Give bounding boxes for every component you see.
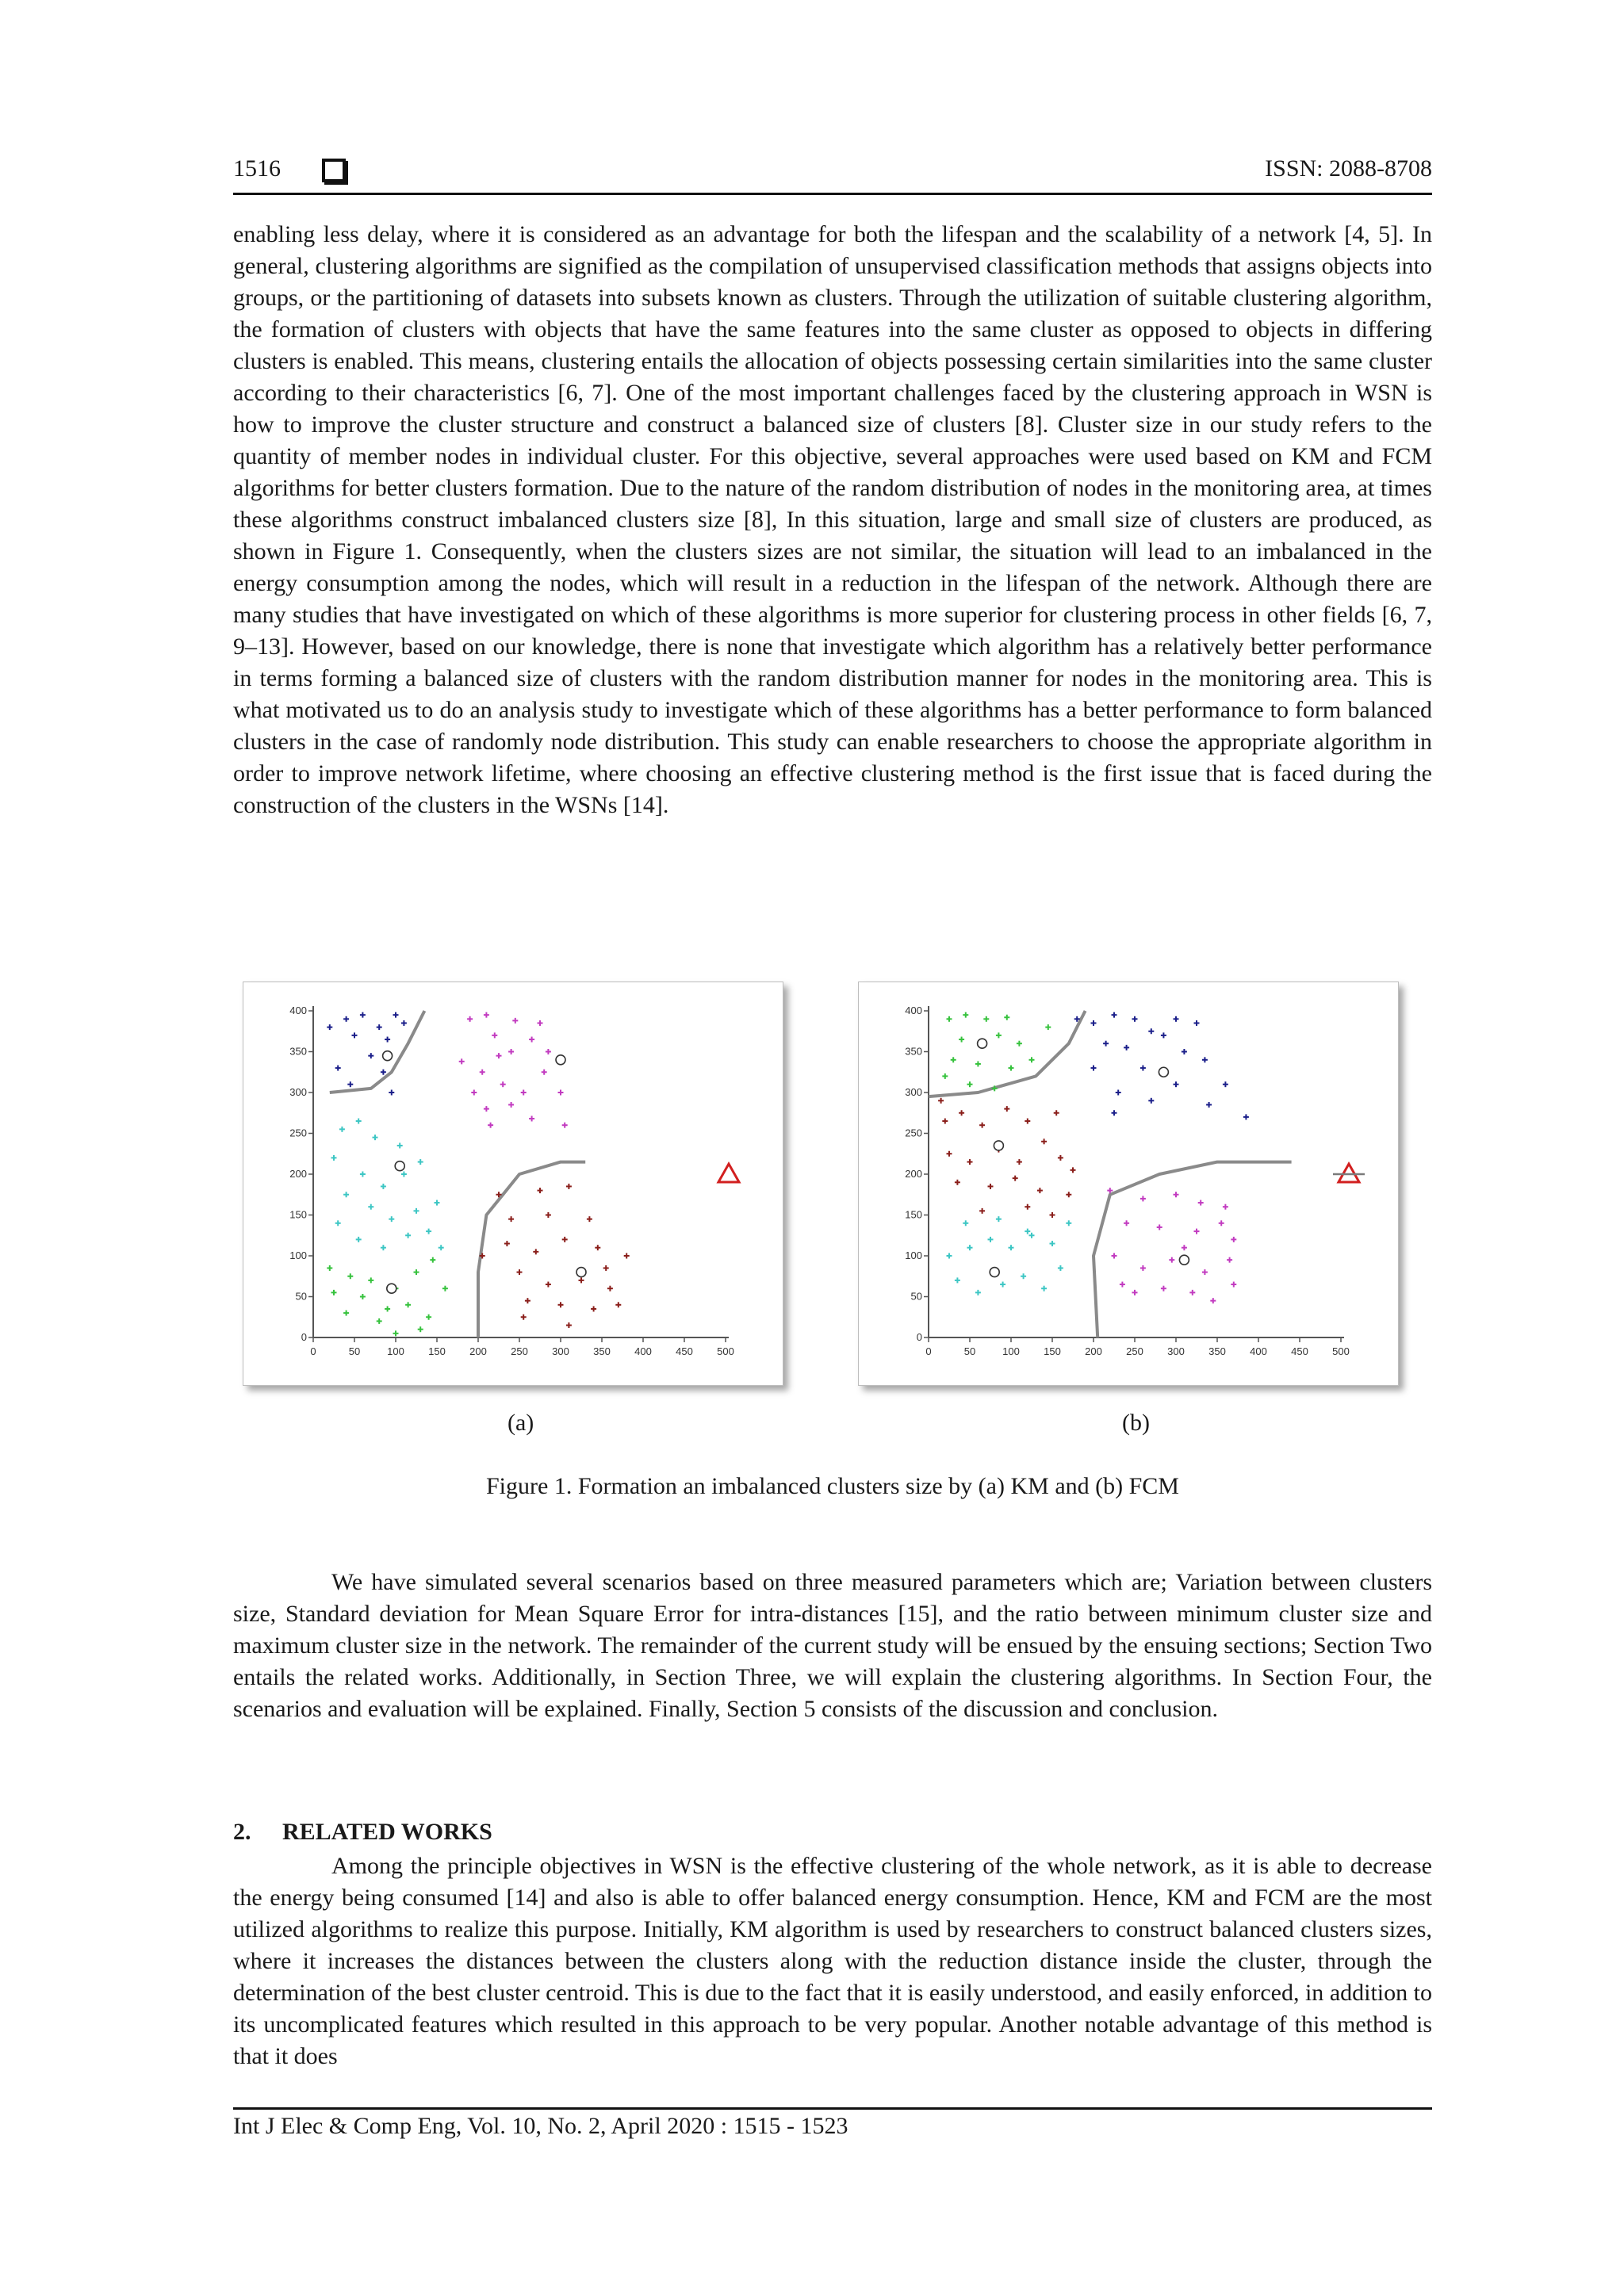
sensor-node-point (504, 1241, 510, 1246)
x-tick-label: 400 (1250, 1345, 1267, 1357)
footer-citation: Int J Elec & Comp Eng, Vol. 10, No. 2, April 2020 : 1515 - 1523 (233, 2113, 848, 2139)
sensor-node-point (529, 1115, 534, 1121)
sensor-node-point (1009, 1245, 1014, 1250)
sensor-node-point (1174, 1081, 1179, 1087)
sensor-node-point (459, 1058, 465, 1064)
sensor-node-point (335, 1220, 341, 1226)
sensor-node-point (1009, 1066, 1014, 1071)
x-tick-label: 450 (1291, 1345, 1308, 1357)
sensor-node-point (521, 1314, 527, 1320)
sensor-node-point (1112, 1110, 1117, 1115)
sensor-node-point (1231, 1282, 1236, 1288)
sensor-node-point (397, 1142, 403, 1148)
sensor-node-point (996, 1216, 1002, 1222)
header-rule (233, 193, 1432, 195)
sensor-node-point (1091, 1066, 1097, 1071)
sensor-node-point (983, 1016, 989, 1022)
sensor-node-point (331, 1290, 337, 1295)
sensor-node-point (1223, 1081, 1228, 1087)
y-tick-label: 50 (295, 1290, 307, 1303)
sensor-node-point (562, 1237, 568, 1242)
checkbox-bullet-icon (322, 159, 346, 182)
y-tick-label: 300 (289, 1086, 307, 1098)
sensor-node-point (1132, 1290, 1138, 1295)
sensor-node-point (368, 1277, 373, 1283)
sensor-node-point (339, 1127, 345, 1132)
sensor-node-point (1120, 1282, 1125, 1288)
sensor-node-point (951, 1057, 956, 1062)
sensor-node-point (356, 1237, 362, 1242)
sensor-node-point (615, 1302, 621, 1307)
y-tick-label: 200 (289, 1168, 307, 1180)
x-tick-label: 150 (1044, 1345, 1061, 1357)
cluster-boundary (1094, 1162, 1292, 1337)
sensor-node-point (1004, 1015, 1009, 1020)
sensor-node-point (1017, 1041, 1022, 1047)
footer-rule (233, 2107, 1432, 2110)
sensor-node-point (1194, 1020, 1200, 1026)
issn-label: ISSN: 2088-8708 (1265, 155, 1432, 182)
sensor-node-point (1054, 1110, 1059, 1115)
y-tick-label: 400 (905, 1004, 922, 1016)
x-tick-label: 350 (593, 1345, 611, 1357)
y-tick-label: 150 (289, 1208, 307, 1221)
sensor-node-point (467, 1016, 473, 1022)
cluster-centroid-marker (978, 1039, 987, 1048)
x-tick-label: 500 (1332, 1345, 1350, 1357)
sensor-node-point (942, 1119, 948, 1124)
sensor-node-point (1116, 1090, 1121, 1096)
sensor-node-point (471, 1090, 477, 1096)
sensor-node-point (1198, 1200, 1204, 1206)
sensor-node-point (1148, 1098, 1154, 1104)
figure-sublabel-b: (b) (1122, 1410, 1150, 1436)
sensor-node-point (368, 1204, 373, 1210)
body-paragraph-1: enabling less delay, where it is considered as an advantage for both the lifespan and the scalability of a network [4, 5]. In general, clustering algorithms are signified as the compilation of unsupervised classification methods that assigns objects into groups, or the partitioning of datasets into subsets known as clusters. Through the utilization of suitable clustering algorithm, the formation of clusters with objects that have the same features into the same cluster as opposed to objects in differing clusters is enabled. This means, clustering entails the allocation of objects possessing certain similarities into the same cluster according to their characteristics [6, 7]. One of the most important challenges faced by the clustering approach in WSN is how to improve the cluster structure and construct a balanced size of clusters [8]. Cluster size in our study refers to the quantity of member nodes in individual cluster. For this objective, several approaches were used based on KM and FCM algorithms for better clusters formation. Due to the nature of the random distribution of nodes in the monitoring area, at times these algorithms construct imbalanced clusters size [8], In this situation, large and small size of clusters are produced, as shown in Figure 1. Consequently, when the clusters sizes are not similar, the situation will lead to an imbalanced in the energy consumption among the nodes, which will result in a reduction in the lifespan of the network. Although there are many studies that have investigated on which of these algorithms is more superior for clustering process in other fields [6, 7, 9–13]. However, based on our knowledge, there is none that investigate which algorithm has a relatively better performance in terms forming a balanced size of clusters with the random distribution manner for nodes in the monitoring area. This is what motivated us to do an analysis study to investigate which of these algorithms has a better performance to form balanced clusters in the case of randomly node distribution. This study can enable researchers to choose the appropriate algorithm in order to improve network lifetime, where choosing an effective clustering method is the first issue that is faced during the construction of the clusters in the WSNs [14]. (233, 221, 1432, 818)
sensor-node-point (360, 1294, 366, 1299)
sensor-node-point (963, 1012, 968, 1018)
sensor-node-point (343, 1192, 349, 1197)
sensor-node-point (405, 1302, 411, 1307)
sensor-node-point (496, 1053, 502, 1058)
sensor-node-point (1202, 1269, 1208, 1275)
sensor-node-point (967, 1081, 973, 1087)
sensor-node-point (347, 1273, 353, 1279)
sensor-node-point (558, 1302, 564, 1307)
sensor-node-point (1041, 1138, 1047, 1144)
cluster-centroid-marker (576, 1268, 586, 1277)
section-number: 2. (233, 1819, 251, 1845)
sensor-node-point (566, 1322, 572, 1328)
sensor-node-point (1243, 1114, 1249, 1119)
sensor-node-point (1013, 1176, 1018, 1181)
scatter-plot-b (859, 982, 1398, 1385)
sensor-node-point (484, 1012, 489, 1018)
sensor-node-point (1091, 1020, 1097, 1026)
sensor-node-point (538, 1188, 543, 1193)
sensor-node-point (508, 1049, 514, 1054)
sensor-node-point (595, 1245, 600, 1250)
sensor-node-point (1223, 1204, 1228, 1210)
sensor-node-point (1140, 1265, 1146, 1271)
sensor-node-point (418, 1326, 423, 1332)
sensor-node-point (484, 1106, 489, 1112)
sensor-node-point (414, 1269, 419, 1275)
sensor-node-point (546, 1049, 551, 1054)
y-tick-label: 0 (301, 1331, 307, 1343)
sensor-node-point (1025, 1119, 1030, 1124)
sensor-node-point (426, 1314, 431, 1320)
sensor-node-point (1000, 1282, 1005, 1288)
sensor-node-point (343, 1016, 349, 1022)
page-header (233, 155, 1432, 187)
sensor-node-point (508, 1102, 514, 1108)
sensor-node-point (1037, 1188, 1043, 1193)
sensor-node-point (967, 1159, 973, 1165)
sensor-node-point (603, 1265, 609, 1271)
x-tick-label: 200 (469, 1345, 487, 1357)
page-number: 1516 (233, 155, 281, 182)
sensor-node-point (385, 1037, 390, 1043)
sensor-node-point (1058, 1265, 1063, 1271)
sensor-node-point (442, 1286, 448, 1292)
cluster-centroid-marker (994, 1141, 1003, 1150)
sensor-node-point (975, 1290, 981, 1295)
y-tick-label: 200 (905, 1168, 922, 1180)
sensor-node-point (579, 1277, 584, 1283)
sensor-node-point (1058, 1155, 1063, 1161)
sensor-node-point (356, 1119, 362, 1124)
x-tick-label: 400 (634, 1345, 652, 1357)
sensor-node-point (1169, 1257, 1174, 1263)
x-tick-label: 50 (963, 1345, 976, 1357)
x-tick-label: 50 (348, 1345, 361, 1357)
body-paragraph-2: We have simulated several scenarios based on three measured parameters which are; Variation between clusters size, Standard deviation for Mean Square Error for intra-distances [15], and the ratio between minimum cluster size and maximum cluster size in the network. The remainder of the current study will be ensued by the ensuing sections; Section Two entails the related works. Additionally, in Section Three, we will explain the clustering algorithms. In Section Four, the scenarios and evaluation will be explained. Finally, Section 5 consists of the discussion and conclusion. (233, 1569, 1432, 1722)
sensor-node-point (566, 1184, 572, 1189)
sensor-node-point (1124, 1045, 1129, 1050)
sensor-node-point (955, 1180, 960, 1185)
sensor-node-point (1174, 1192, 1179, 1197)
scatter-plot-a (243, 982, 783, 1385)
base-station-triangle-icon (1339, 1164, 1359, 1182)
x-tick-label: 250 (511, 1345, 528, 1357)
sensor-node-point (414, 1208, 419, 1214)
cluster-centroid-marker (383, 1051, 393, 1061)
sensor-node-point (347, 1081, 353, 1087)
sensor-node-point (488, 1123, 493, 1128)
sensor-node-point (1050, 1212, 1055, 1218)
sensor-node-point (331, 1155, 337, 1161)
sensor-node-point (352, 1032, 358, 1038)
sensor-node-point (1161, 1032, 1166, 1038)
sensor-node-point (529, 1037, 534, 1043)
cluster-boundary (330, 1011, 425, 1093)
sensor-node-point (492, 1032, 497, 1038)
sensor-node-point (1231, 1237, 1236, 1242)
sensor-node-point (480, 1070, 485, 1075)
sensor-node-point (1025, 1229, 1030, 1234)
sensor-node-point (1004, 1106, 1009, 1112)
sensor-node-point (1103, 1041, 1109, 1047)
sensor-node-point (1148, 1028, 1154, 1034)
sensor-node-point (942, 1073, 948, 1079)
section-title: RELATED WORKS (282, 1819, 492, 1845)
sensor-node-point (1140, 1066, 1146, 1071)
sensor-node-point (360, 1172, 366, 1177)
y-tick-label: 100 (289, 1249, 307, 1261)
sensor-node-point (1219, 1220, 1224, 1226)
cluster-centroid-marker (990, 1268, 999, 1277)
base-station-triangle-icon (718, 1164, 739, 1182)
sensor-node-point (996, 1032, 1002, 1038)
sensor-node-point (430, 1257, 435, 1263)
sensor-node-point (988, 1237, 994, 1242)
sensor-node-point (1025, 1204, 1030, 1210)
sensor-node-point (562, 1123, 568, 1128)
sensor-node-point (335, 1066, 341, 1071)
y-tick-label: 100 (905, 1249, 922, 1261)
sensor-node-point (959, 1110, 964, 1115)
sensor-node-point (546, 1212, 551, 1218)
sensor-node-point (1194, 1229, 1200, 1234)
sensor-node-point (381, 1245, 386, 1250)
y-tick-label: 150 (905, 1208, 922, 1221)
body-paragraph-3: Among the principle objectives in WSN is the effective clustering of the whole network, as it is able to decrease the energy being consumed [14] and also is able to offer balanced energy consumption. Hence, KM and FCM are the most utilized algorithms to realize this purpose. Initially, KM algorithm is used by researchers to construct balanced clusters sizes, where it increases the distances between the clusters along with the reduction distance inside the cluster, through the determination of the best cluster centroid. This is due to the fact that it is easily understood, and easily enforced, in addition to its uncomplicated features which resulted in this approach to be very popular. Another notable advantage of this method is that it does (233, 1853, 1432, 2069)
section-heading (233, 1819, 492, 1846)
cluster-boundary (929, 1011, 1086, 1096)
sensor-node-point (1124, 1220, 1129, 1226)
sensor-node-point (947, 1253, 952, 1259)
sensor-node-point (343, 1311, 349, 1316)
sensor-node-point (1071, 1167, 1076, 1173)
sensor-node-point (1050, 1241, 1055, 1246)
sensor-node-point (377, 1318, 382, 1324)
figure-panel-a (243, 982, 783, 1386)
sensor-node-point (1021, 1273, 1026, 1279)
sensor-node-point (938, 1098, 944, 1104)
x-tick-label: 250 (1126, 1345, 1143, 1357)
figure-sublabel-a: (a) (508, 1410, 534, 1436)
sensor-node-point (381, 1070, 386, 1075)
sensor-node-point (1189, 1290, 1195, 1295)
sensor-node-point (435, 1200, 440, 1206)
sensor-node-point (975, 1061, 981, 1066)
y-tick-label: 400 (289, 1004, 307, 1016)
sensor-node-point (947, 1151, 952, 1157)
sensor-node-point (1210, 1298, 1216, 1303)
cluster-centroid-marker (1159, 1067, 1168, 1077)
sensor-node-point (624, 1253, 630, 1259)
y-tick-label: 350 (289, 1045, 307, 1058)
sensor-node-point (517, 1269, 523, 1275)
y-tick-label: 250 (905, 1127, 922, 1139)
sensor-node-point (500, 1081, 506, 1087)
sensor-node-point (546, 1282, 551, 1288)
sensor-node-point (327, 1024, 332, 1030)
sensor-node-point (967, 1245, 973, 1250)
sensor-node-point (508, 1216, 514, 1222)
cluster-centroid-marker (387, 1284, 396, 1293)
sensor-node-point (1140, 1196, 1146, 1201)
sensor-node-point (1182, 1049, 1187, 1054)
sensor-node-point (558, 1090, 564, 1096)
sensor-node-point (389, 1090, 394, 1096)
y-tick-label: 50 (910, 1290, 922, 1303)
sensor-node-point (1206, 1102, 1212, 1108)
sensor-node-point (955, 1277, 960, 1283)
x-tick-label: 100 (1002, 1345, 1020, 1357)
figure-caption: Figure 1. Formation an imbalanced clusters size by (a) KM and (b) FCM (486, 1473, 1179, 1499)
x-tick-label: 0 (925, 1345, 932, 1357)
sensor-node-point (1202, 1057, 1208, 1062)
sensor-node-point (1029, 1057, 1035, 1062)
sensor-node-point (418, 1159, 423, 1165)
sensor-node-point (377, 1024, 382, 1030)
sensor-node-point (1174, 1016, 1179, 1022)
sensor-node-point (381, 1184, 386, 1189)
cluster-centroid-marker (395, 1161, 404, 1171)
sensor-node-point (521, 1090, 527, 1096)
sensor-node-point (979, 1123, 985, 1128)
sensor-node-point (393, 1330, 399, 1336)
sensor-node-point (360, 1012, 366, 1018)
figure-panel-b (858, 982, 1399, 1386)
x-tick-label: 200 (1085, 1345, 1102, 1357)
x-tick-label: 500 (717, 1345, 734, 1357)
sensor-node-point (373, 1135, 378, 1140)
x-tick-label: 450 (676, 1345, 693, 1357)
sensor-node-point (525, 1298, 530, 1303)
sensor-node-point (542, 1070, 547, 1075)
sensor-node-point (1182, 1245, 1187, 1250)
sensor-node-point (538, 1020, 543, 1026)
sensor-node-point (1041, 1286, 1047, 1292)
x-tick-label: 100 (387, 1345, 404, 1357)
y-tick-label: 300 (905, 1086, 922, 1098)
sensor-node-point (439, 1245, 444, 1250)
sensor-node-point (1132, 1016, 1138, 1022)
x-tick-label: 300 (1167, 1345, 1185, 1357)
sensor-node-point (963, 1220, 968, 1226)
sensor-node-point (607, 1286, 613, 1292)
sensor-node-point (1157, 1224, 1162, 1230)
sensor-node-point (988, 1184, 994, 1189)
sensor-node-point (393, 1012, 399, 1018)
sensor-node-point (1045, 1024, 1051, 1030)
sensor-node-point (1066, 1220, 1071, 1226)
sensor-node-point (401, 1020, 407, 1026)
sensor-node-point (959, 1037, 964, 1043)
cluster-centroid-marker (1179, 1255, 1189, 1265)
sensor-node-point (533, 1249, 538, 1254)
y-tick-label: 250 (289, 1127, 307, 1139)
sensor-node-point (426, 1229, 431, 1234)
sensor-node-point (401, 1172, 407, 1177)
y-tick-label: 350 (905, 1045, 922, 1058)
x-tick-label: 0 (310, 1345, 316, 1357)
sensor-node-point (1112, 1012, 1117, 1018)
sensor-node-point (385, 1306, 390, 1311)
sensor-node-point (1112, 1253, 1117, 1259)
sensor-node-point (947, 1016, 952, 1022)
sensor-node-point (1161, 1286, 1166, 1292)
y-tick-label: 0 (916, 1331, 922, 1343)
sensor-node-point (405, 1233, 411, 1238)
sensor-node-point (1066, 1192, 1071, 1197)
x-tick-label: 150 (428, 1345, 446, 1357)
sensor-node-point (327, 1265, 332, 1271)
sensor-node-point (587, 1216, 592, 1222)
sensor-node-point (512, 1018, 518, 1024)
sensor-node-point (591, 1306, 596, 1311)
cluster-centroid-marker (556, 1055, 565, 1065)
sensor-node-point (1227, 1257, 1232, 1263)
sensor-node-point (368, 1053, 373, 1058)
sensor-node-point (979, 1208, 985, 1214)
sensor-node-point (1017, 1159, 1022, 1165)
x-tick-label: 300 (552, 1345, 569, 1357)
sensor-node-point (1029, 1233, 1035, 1238)
x-tick-label: 350 (1208, 1345, 1226, 1357)
sensor-node-point (389, 1216, 394, 1222)
